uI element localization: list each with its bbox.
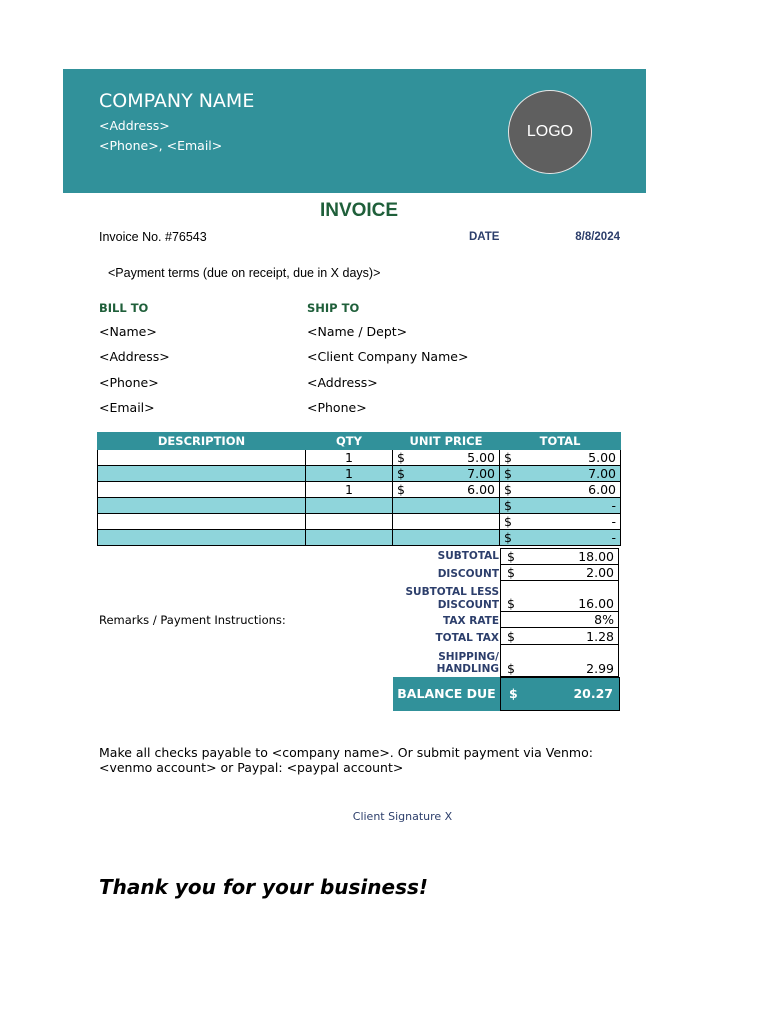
invoice-number: Invoice No. #76543 bbox=[99, 230, 207, 244]
client-signature[interactable]: Client Signature X bbox=[352, 810, 453, 823]
item-total: - bbox=[520, 498, 621, 514]
date-label: DATE bbox=[469, 231, 500, 243]
unit-currency bbox=[393, 514, 413, 530]
company-name: COMPANY NAME bbox=[99, 90, 255, 112]
item-qty[interactable]: 1 bbox=[306, 482, 393, 498]
item-description[interactable] bbox=[98, 514, 306, 530]
line-items-table bbox=[97, 432, 621, 546]
discount-currency: $ bbox=[507, 565, 515, 580]
shipping-currency: $ bbox=[507, 661, 515, 676]
item-total: 5.00 bbox=[520, 450, 621, 466]
item-unit-price[interactable]: 6.00 bbox=[413, 482, 500, 498]
item-total: - bbox=[520, 514, 621, 530]
balance-due-label: BALANCE DUE bbox=[393, 677, 500, 711]
subtotal-box bbox=[500, 548, 619, 565]
subtotal-less-value: 16.00 bbox=[578, 596, 614, 611]
shipping-label-line2: HANDLING bbox=[436, 663, 499, 675]
table-row bbox=[98, 450, 621, 466]
logo-placeholder: LOGO bbox=[508, 90, 592, 174]
table-row bbox=[98, 514, 621, 530]
date-value: 8/8/2024 bbox=[575, 231, 620, 243]
tax-rate-label: TAX RATE bbox=[443, 615, 499, 627]
item-qty[interactable] bbox=[306, 530, 393, 546]
item-total: - bbox=[520, 530, 621, 546]
tax-rate-box[interactable] bbox=[500, 611, 619, 628]
balance-currency: $ bbox=[509, 686, 518, 701]
remarks-label: Remarks / Payment Instructions: bbox=[99, 613, 286, 627]
item-unit-price[interactable] bbox=[413, 498, 500, 514]
table-row bbox=[98, 530, 621, 546]
item-qty[interactable]: 1 bbox=[306, 466, 393, 482]
company-address: <Address> bbox=[99, 118, 170, 133]
item-total: 7.00 bbox=[520, 466, 621, 482]
total-currency: $ bbox=[500, 530, 520, 546]
subtotal-value: 18.00 bbox=[578, 549, 614, 564]
ship-to-name: <Name / Dept> bbox=[307, 324, 408, 339]
unit-currency: $ bbox=[393, 482, 413, 498]
total-tax-label: TOTAL TAX bbox=[435, 632, 499, 644]
unit-currency: $ bbox=[393, 450, 413, 466]
item-qty[interactable] bbox=[306, 514, 393, 530]
tax-rate-value: 8% bbox=[594, 612, 614, 627]
shipping-box[interactable] bbox=[500, 644, 619, 677]
bill-to-phone: <Phone> bbox=[99, 375, 159, 390]
payment-instructions: Make all checks payable to <company name>. Or submit payment via Venmo: <venmo account> or Paypal: <paypal account> bbox=[99, 745, 593, 775]
total-header: TOTAL bbox=[500, 433, 621, 450]
item-qty[interactable] bbox=[306, 498, 393, 514]
bill-to-address: <Address> bbox=[99, 349, 170, 364]
invoice-title: INVOICE bbox=[319, 200, 399, 221]
unit-price-header: UNIT PRICE bbox=[393, 433, 500, 450]
item-unit-price[interactable] bbox=[413, 530, 500, 546]
total-currency: $ bbox=[500, 450, 520, 466]
item-description[interactable] bbox=[98, 466, 306, 482]
shipping-label-line1: SHIPPING/ bbox=[438, 651, 499, 663]
shipping-value: 2.99 bbox=[586, 661, 614, 676]
total-currency: $ bbox=[500, 498, 520, 514]
total-tax-currency: $ bbox=[507, 629, 515, 644]
subtotal-less-label-line2: DISCOUNT bbox=[437, 599, 499, 611]
subtotal-less-currency: $ bbox=[507, 596, 515, 611]
ship-to-label: SHIP TO bbox=[307, 301, 360, 315]
payment-terms: <Payment terms (due on receipt, due in X days)> bbox=[108, 266, 381, 280]
thank-you-message: Thank you for your business! bbox=[99, 875, 429, 899]
item-description[interactable] bbox=[98, 530, 306, 546]
unit-currency bbox=[393, 530, 413, 546]
item-description[interactable] bbox=[98, 498, 306, 514]
total-tax-box bbox=[500, 627, 619, 645]
subtotal-currency: $ bbox=[507, 549, 515, 564]
qty-header: QTY bbox=[306, 433, 393, 450]
ship-to-address: <Address> bbox=[307, 375, 378, 390]
item-unit-price[interactable] bbox=[413, 514, 500, 530]
discount-value: 2.00 bbox=[586, 565, 614, 580]
description-header: DESCRIPTION bbox=[98, 433, 306, 450]
table-row bbox=[98, 482, 621, 498]
bill-to-name: <Name> bbox=[99, 324, 157, 339]
ship-to-phone: <Phone> bbox=[307, 400, 367, 415]
item-unit-price[interactable]: 5.00 bbox=[413, 450, 500, 466]
item-qty[interactable]: 1 bbox=[306, 450, 393, 466]
total-tax-value: 1.28 bbox=[586, 629, 614, 644]
item-total: 6.00 bbox=[520, 482, 621, 498]
balance-due-box bbox=[500, 677, 620, 711]
item-description[interactable] bbox=[98, 450, 306, 466]
subtotal-label: SUBTOTAL bbox=[437, 550, 499, 562]
table-header-row bbox=[98, 433, 621, 450]
ship-to-company: <Client Company Name> bbox=[307, 349, 469, 364]
subtotal-less-discount-box bbox=[500, 580, 619, 612]
unit-currency: $ bbox=[393, 466, 413, 482]
total-currency: $ bbox=[500, 514, 520, 530]
company-contact: <Phone>, <Email> bbox=[99, 138, 223, 153]
subtotal-less-label-line1: SUBTOTAL LESS bbox=[405, 586, 499, 598]
balance-value: 20.27 bbox=[573, 686, 613, 701]
total-currency: $ bbox=[500, 482, 520, 498]
discount-label: DISCOUNT bbox=[437, 568, 499, 580]
item-description[interactable] bbox=[98, 482, 306, 498]
item-unit-price[interactable]: 7.00 bbox=[413, 466, 500, 482]
table-row bbox=[98, 466, 621, 482]
unit-currency bbox=[393, 498, 413, 514]
discount-box[interactable] bbox=[500, 564, 619, 581]
table-row bbox=[98, 498, 621, 514]
bill-to-label: BILL TO bbox=[99, 301, 149, 315]
bill-to-email: <Email> bbox=[99, 400, 155, 415]
total-currency: $ bbox=[500, 466, 520, 482]
